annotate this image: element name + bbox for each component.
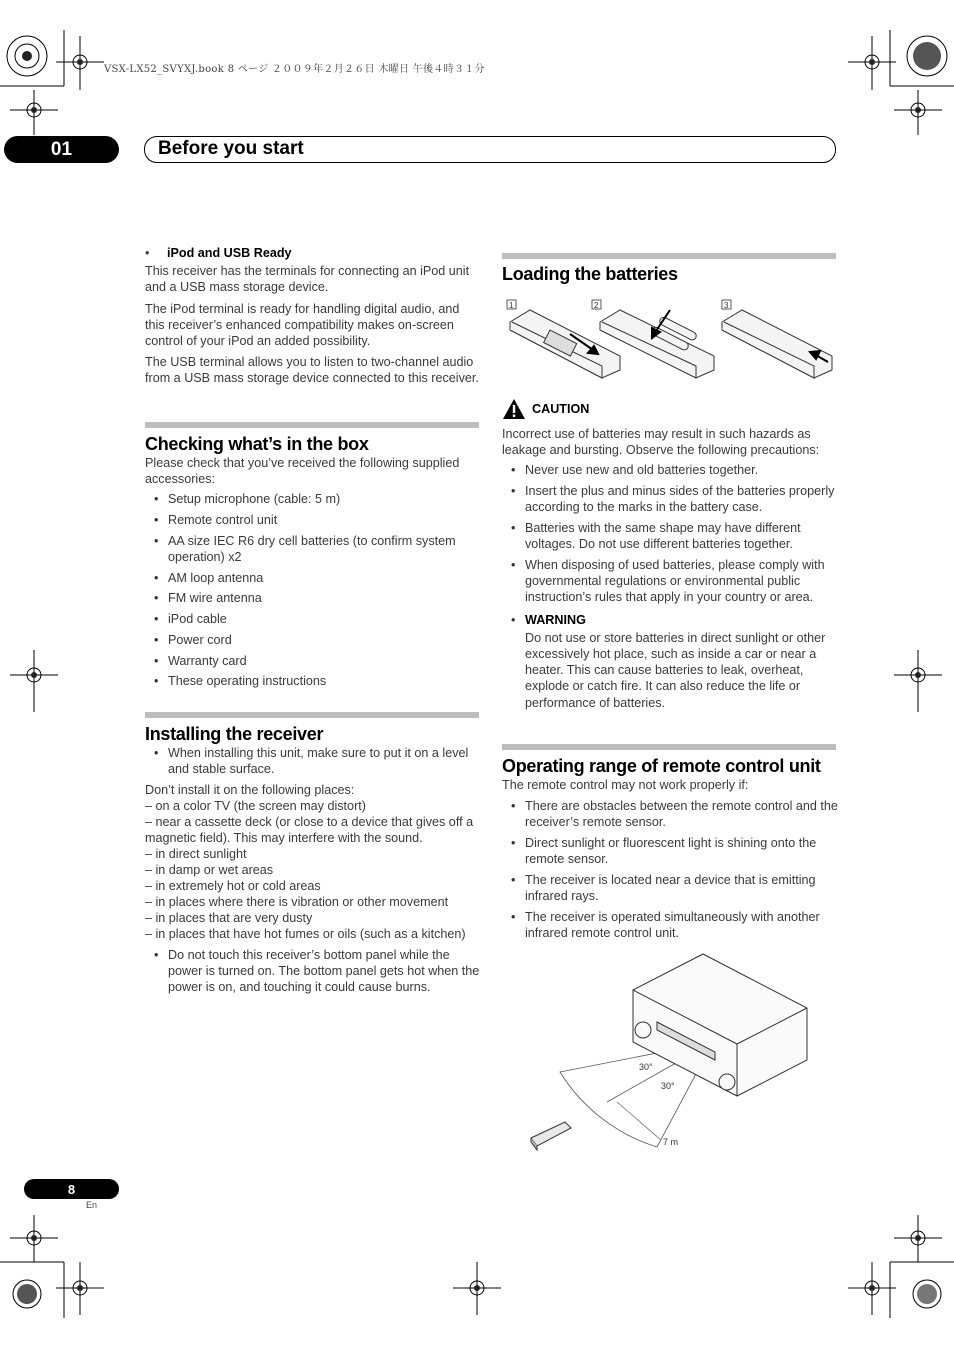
remote-control-icon (531, 1122, 571, 1150)
print-header: VSX-LX52_SVYXJ.book 8 ページ ２００９年２月２６日 木曜日 午後４時３１分 (104, 64, 485, 75)
section-title: Checking what’s in the box (145, 434, 369, 454)
step-label: 1 (509, 301, 514, 310)
list-item: • When installing this unit, make sure to put it on a level and stable surface. (145, 745, 481, 777)
place-item: – in extremely hot or cold areas (145, 878, 321, 893)
list-item: • AM loop antenna (145, 570, 481, 586)
warning-label: • WARNING (525, 612, 586, 627)
ipod-usb-paragraph: The USB terminal allows you to listen to two-channel audio from a USB mass storage device connected to this receiver. (145, 355, 479, 386)
angle-label: 30° (639, 1062, 653, 1072)
step-label: 2 (594, 301, 599, 310)
list-item: • Direct sunlight or fluorescent light is shining onto the remote sensor. (502, 835, 838, 867)
list-item: • Setup microphone (cable: 5 m) (145, 491, 481, 507)
angle-label: 30° (661, 1081, 675, 1091)
list-item: • Remote control unit (145, 512, 481, 528)
list-item: • The receiver is located near a device that is emitting infrared rays. (502, 872, 838, 904)
step-label: 3 (724, 301, 729, 310)
page-number: 8 (24, 1179, 119, 1199)
section-divider (145, 712, 479, 718)
ipod-usb-paragraph: This receiver has the terminals for connecting an iPod unit and a USB mass storage device. (145, 264, 470, 295)
list-item: • AA size IEC R6 dry cell batteries (to confirm system operation) x2 (145, 533, 481, 565)
caution-label: CAUTION (532, 401, 590, 416)
list-item: • FM wire antenna (145, 590, 481, 606)
warning-text: Do not use or store batteries in direct sunlight or other excessively hot place, such as inside a car or near a heater. This can cause batteries to leak, overheat, explode or catch fire. It can also reduce the life or performance of batteries. (525, 630, 826, 710)
ipod-usb-section (145, 245, 481, 392)
list-item: • iPod cable (145, 611, 481, 627)
list-item: • Batteries with the same shape may have different voltages. Do not use different batteries together. (502, 520, 838, 552)
chapter-number: 01 (4, 136, 119, 163)
warning-triangle-icon (502, 398, 526, 420)
list-item: • These operating instructions (145, 673, 481, 689)
list-item: • Never use new and old batteries together. (502, 462, 838, 478)
list-item: • Power cord (145, 632, 481, 648)
list-item: • The receiver is operated simultaneously with another infrared remote control unit. (502, 909, 838, 941)
precautions-list (502, 462, 838, 710)
ipod-usb-paragraph: The iPod terminal is ready for handling digital audio, and this receiver’s enhanced compatibility makes on-screen control of your iPod an added possibility. (145, 301, 460, 349)
bullet-icon: • (145, 246, 150, 260)
distance-label: 7 m (663, 1137, 679, 1147)
chapter-title: Before you start (158, 138, 304, 159)
place-item: – in places that are very dusty (145, 910, 313, 925)
section-title: Loading the batteries (502, 264, 678, 284)
battery-loading-illustration (502, 296, 838, 386)
checking-box-section (145, 433, 481, 694)
installing-bullets (145, 745, 481, 777)
section-title: Operating range of remote control unit (502, 756, 821, 776)
list-item: • When disposing of used batteries, please comply with governmental regulations or environmental public instruction’s rules that apply in your country or area. (502, 557, 838, 606)
place-item: – in damp or wet areas (145, 862, 274, 877)
place-item: – in places where there is vibration or other movement (145, 894, 449, 909)
remote-range-illustration (525, 950, 815, 1155)
place-item: – on a color TV (the screen may distort) (145, 798, 366, 813)
list-item: • Warranty card (145, 653, 481, 669)
section-title: Installing the receiver (145, 724, 324, 744)
dont-install-intro: Don’t install it on the following places: (145, 782, 355, 797)
loading-section (502, 263, 838, 285)
section-divider (145, 422, 479, 428)
caution-intro: Incorrect use of batteries may result in such hazards as leakage and bursting. Observe the following precautions: (502, 427, 820, 458)
list-item: • Insert the plus and minus sides of the batteries properly according to the marks in the battery case. (502, 483, 838, 515)
place-item: – in direct sunlight (145, 846, 247, 861)
section-intro: The remote control may not work properly if: (502, 778, 749, 792)
list-item (502, 612, 838, 711)
page-language: En (86, 1200, 98, 1210)
installing-section (145, 723, 481, 1000)
place-item: – in places that have hot fumes or oils (such as a kitchen) (145, 926, 466, 941)
dont-install-list (145, 782, 481, 942)
section-divider (502, 744, 836, 750)
ipod-usb-heading: iPod and USB Ready (167, 246, 292, 260)
section-divider (502, 253, 836, 259)
section-intro: Please check that you’ve received the following supplied accessories: (145, 456, 460, 487)
place-item: – near a cassette deck (or close to a device that gives off a magnetic field). This may interfere with the sound. (145, 814, 474, 845)
caution-section (502, 398, 838, 715)
list-item: • Do not touch this receiver’s bottom panel while the power is turned on. The bottom panel gets hot when the power is on, and touching it could cause burns. (145, 947, 481, 996)
operating-range-section (502, 755, 838, 946)
list-item: • There are obstacles between the remote control and the receiver’s remote sensor. (502, 798, 838, 830)
caution-heading (502, 398, 838, 420)
installing-bullets-2 (145, 947, 481, 996)
operating-list (502, 798, 838, 941)
accessories-list (145, 491, 481, 689)
